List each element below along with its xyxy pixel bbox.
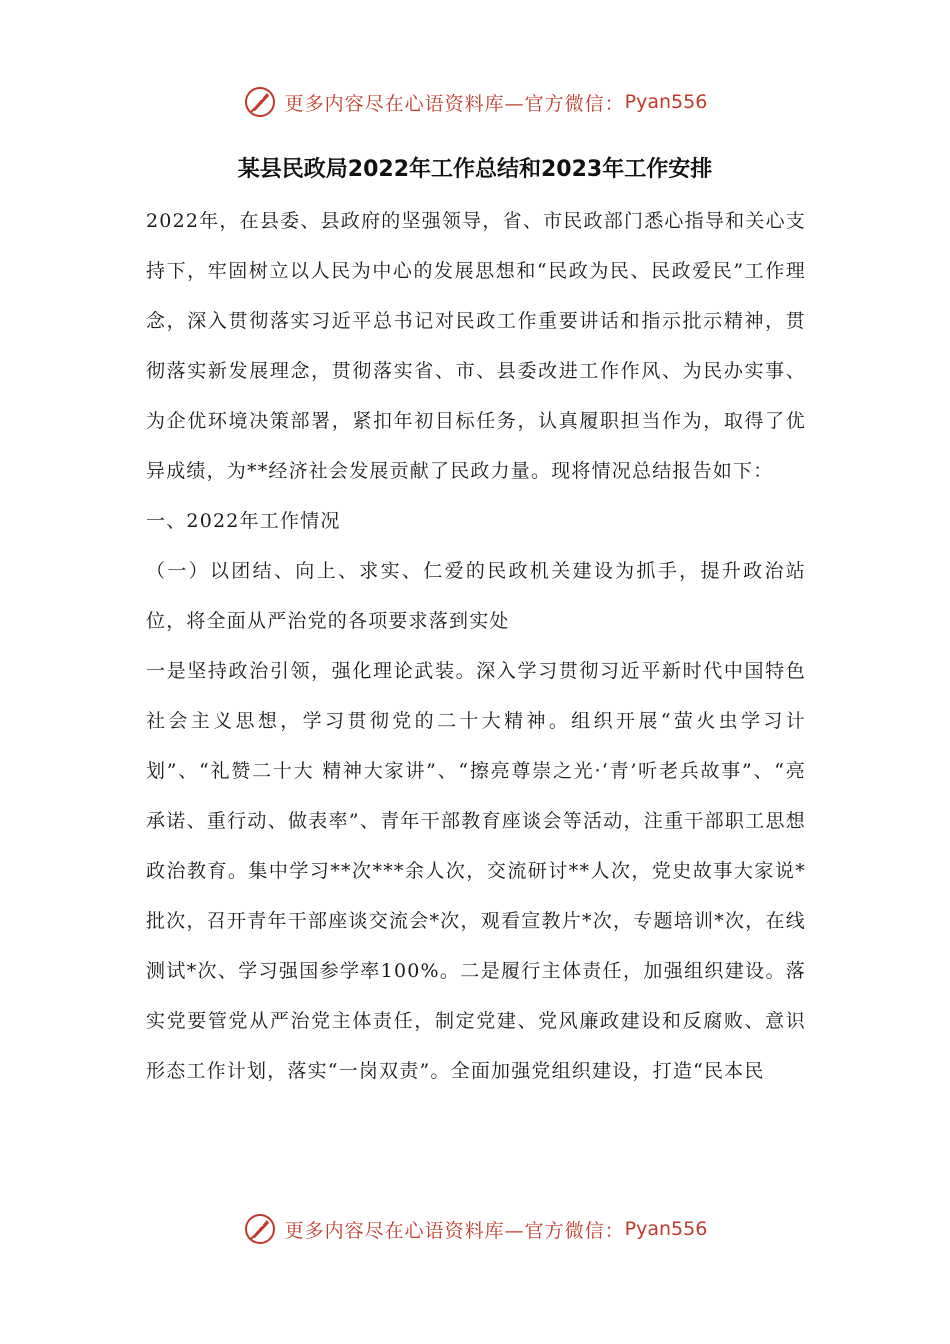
watermark-wechat-id: Pyan556 xyxy=(624,1218,708,1240)
document-title: 某县民政局2022年工作总结和2023年工作安排 xyxy=(237,157,713,182)
section-heading: 一、2022年工作情况 xyxy=(146,510,341,532)
watermark-wechat-id: Pyan556 xyxy=(624,91,708,113)
header-watermark xyxy=(0,80,950,124)
quill-pen-logo-icon xyxy=(243,1212,277,1246)
body-paragraph: 一是坚持政治引领，强化理论武装。深入学习贯彻习近平新时代中国特色社会主义思想，学习贯彻党的二十大精神。组织开展“萤火虫学习计划”、“礼赞二十大 精神大家讲”、“擦亮尊崇之光·‘青’听老兵故事”、“亮承诺、重行动、做表率”、青年干部教育座谈会等活动，注重干部职工思想政治教育。集中学习**次***余人次，交流研讨**人次，党史故事大家说*批次，召开青年干部座谈交流会*次，观看宣教片*次，专题培训*次，在线测试*次、学习强国参学率100%。二是履行主体责任，加强组织建设。落实党要管党从严治党主体责任，制定党建、党风廉政建设和反腐败、意识形态工作计划，落实“一岗双责”。全面加强党组织建设，打造“民本民 xyxy=(146,660,806,1082)
intro-paragraph: 2022年，在县委、县政府的坚强领导，省、市民政部门悉心指导和关心支持下，牢固树立以人民为中心的发展思想和“民政为民、民政爱民”工作理念，深入贯彻落实习近平总书记对民政工作重要讲话和指示批示精神，贯彻落实新发展理念，贯彻落实省、市、县委改进工作作风、为民办实事、为企优环境决策部署，紧扣年初目标任务，认真履职担当作为，取得了优异成绩，为**经济社会发展贡献了民政力量。现将情况总结报告如下： xyxy=(146,210,806,482)
document-body xyxy=(146,196,806,1096)
watermark-text: 更多内容尽在心语资料库—官方微信： xyxy=(284,92,625,115)
subsection-heading: （一）以团结、向上、求实、仁爱的民政机关建设为抓手，提升政治站位，将全面从严治党的各项要求落到实处 xyxy=(146,560,806,632)
quill-pen-logo-icon xyxy=(243,85,277,119)
watermark-text: 更多内容尽在心语资料库—官方微信： xyxy=(284,1219,625,1242)
footer-watermark xyxy=(0,1207,950,1251)
